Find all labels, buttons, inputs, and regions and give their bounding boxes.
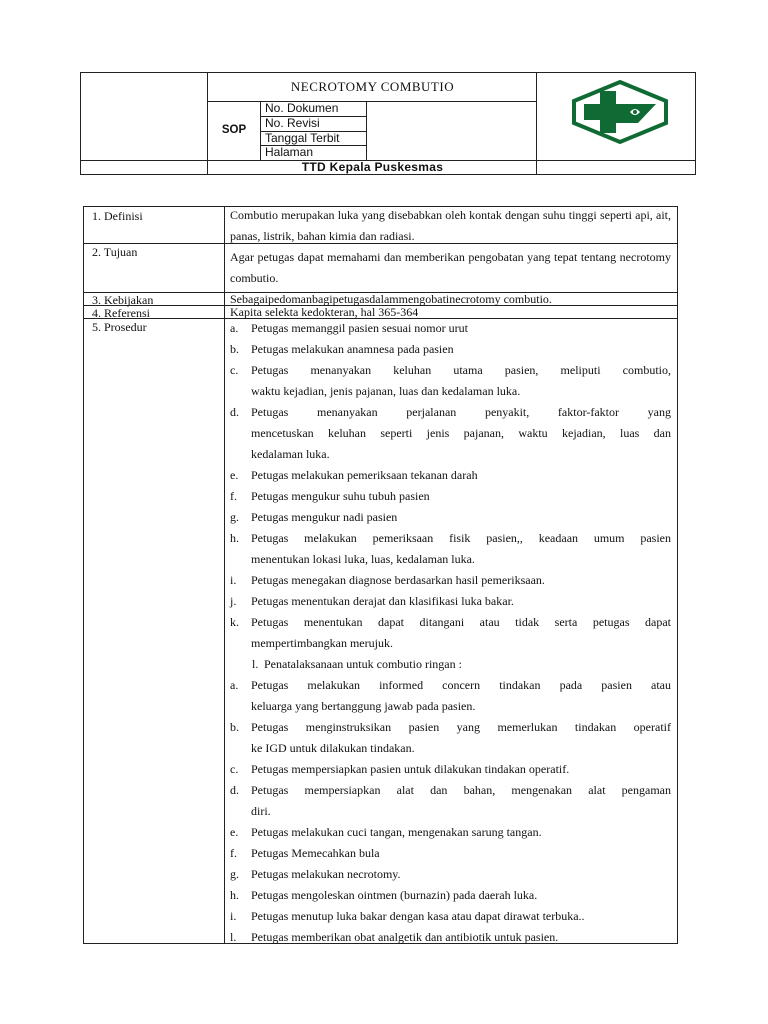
procedure-text: waktu kejadian, jenis pajanan, luas dan kedalaman luka.	[251, 384, 521, 398]
procedure-marker: e.	[230, 468, 239, 482]
procedure-text: mempertimbangkan merujuk.	[251, 636, 393, 650]
procedure-text: Petugas menegakan diagnose berdasarkan hasil pemeriksaan.	[251, 573, 545, 587]
procedure-text: Petugas melakukan anamnesa pada pasien	[251, 342, 454, 356]
label-referensi: 4. Referensi	[92, 306, 150, 320]
procedure-text: Petugas menginstruksikan pasien yang memerlukan tindakan operatif	[251, 720, 671, 734]
sop-content-table	[83, 206, 678, 944]
procedure-marker: a.	[230, 678, 239, 692]
procedure-marker: k.	[230, 615, 239, 629]
procedure-marker: f.	[230, 489, 237, 503]
label-tujuan: 2. Tujuan	[92, 245, 138, 259]
procedure-text: Petugas menanyakan keluhan utama pasien, meliputi combutio,	[251, 363, 671, 377]
field-tanggal-terbit: Tanggal Terbit	[265, 131, 340, 145]
procedure-text: Petugas melakukan cuci tangan, mengenakan sarung tangan.	[251, 825, 542, 839]
procedure-text: Petugas memberikan obat analgetik dan antibiotik untuk pasien.	[251, 930, 559, 944]
text-referensi: Kapita selekta kedokteran, hal 365-364	[230, 305, 419, 319]
procedure-text: menentukan lokasi luka, luas, kedalaman luka.	[251, 552, 475, 566]
procedure-marker: a.	[230, 321, 239, 335]
procedure-text: Petugas melakukan pemeriksaan fisik pasien,, keadaan umum pasien	[251, 531, 671, 545]
procedure-text: kedalaman luka.	[251, 447, 330, 461]
divider	[207, 101, 536, 102]
procedure-text: Petugas mengukur nadi pasien	[251, 510, 398, 524]
label-prosedur: 5. Prosedur	[92, 320, 147, 334]
document-title: NECROTOMY COMBUTIO	[290, 79, 455, 94]
procedure-marker: c.	[230, 363, 239, 377]
procedure-marker: g.	[230, 867, 239, 881]
procedure-marker: g.	[230, 510, 239, 524]
procedure-text: Petugas menutup luka bakar dengan kasa atau dapat dirawat terbuka..	[251, 909, 585, 923]
sop-header-table	[80, 72, 696, 175]
procedure-marker: b.	[230, 342, 239, 356]
signature-label: TTD Kepala Puskesmas	[301, 160, 444, 174]
procedure-text: Petugas menanyakan perjalanan penyakit, faktor-faktor yang	[251, 405, 671, 419]
procedure-text: Petugas mempersiapkan alat dan bahan, mengenakan alat pengaman	[251, 783, 671, 797]
text-kebijakan: Sebagaipedomanbagipetugasdalammengobatinecrotomy combutio.	[230, 292, 552, 306]
procedure-marker: i.	[230, 909, 237, 923]
text-tujuan: Agar petugas dapat memahami dan memberikan pengobatan yang tepat tentang necrotomy combutio.	[230, 250, 671, 285]
procedure-text: Petugas melakukan pemeriksaan tekanan darah	[251, 468, 478, 482]
procedure-marker: c.	[230, 762, 239, 776]
procedure-text: Petugas memanggil pasien sesuai nomor urut	[251, 321, 468, 335]
procedure-text: Penatalaksanaan untuk combutio ringan :	[264, 657, 462, 671]
procedure-text: diri.	[251, 804, 271, 818]
procedure-text: Petugas melakukan informed concern tindakan pada pasien atau	[251, 678, 671, 692]
puskesmas-logo-icon	[568, 79, 672, 150]
procedure-text: Petugas mempersiapkan pasien untuk dilakukan tindakan operatif.	[251, 762, 570, 776]
procedure-text: mencetuskan keluhan seperti jenis pajanan, waktu kejadian, luas dan	[251, 426, 671, 440]
procedure-text: Petugas melakukan necrotomy.	[251, 867, 401, 881]
label-definisi: 1. Definisi	[92, 209, 143, 223]
procedure-marker: h.	[230, 888, 239, 902]
procedure-marker: d.	[230, 405, 239, 419]
label-kebijakan: 3. Kebijakan	[92, 293, 154, 307]
procedure-marker: j.	[230, 594, 237, 608]
procedure-text: Petugas mengukur suhu tubuh pasien	[251, 489, 430, 503]
procedure-marker: i.	[230, 573, 237, 587]
procedure-marker: l.	[230, 930, 237, 944]
procedure-text: Petugas Memecahkan bula	[251, 846, 380, 860]
procedure-marker: d.	[230, 783, 239, 797]
divider	[366, 101, 367, 160]
field-no-revisi: No. Revisi	[265, 116, 320, 130]
procedure-text: ke IGD untuk dilakukan tindakan.	[251, 741, 415, 755]
field-halaman: Halaman	[265, 145, 314, 159]
procedure-marker: e.	[230, 825, 239, 839]
procedure-marker: f.	[230, 846, 237, 860]
field-no-dokumen: No. Dokumen	[265, 101, 339, 115]
procedure-text: keluarga yang bertanggung jawab pada pasien.	[251, 699, 476, 713]
procedure-text: Petugas menentukan dapat ditangani atau tidak serta petugas dapat	[251, 615, 671, 629]
procedure-marker: b.	[230, 720, 239, 734]
procedure-marker: l.	[252, 657, 259, 671]
sop-label: SOP	[221, 124, 247, 136]
text-definisi: Combutio merupakan luka yang disebabkan oleh kontak dengan suhu tinggi seperti api, ait, panas, listrik, bahan kimia dan radiasi.	[230, 208, 671, 243]
procedure-text: Petugas mengoleskan ointmen (burnazin) pada daerah luka.	[251, 888, 538, 902]
procedure-text: Petugas menentukan derajat dan klasifikasi luka bakar.	[251, 594, 514, 608]
procedure-marker: h.	[230, 531, 239, 545]
